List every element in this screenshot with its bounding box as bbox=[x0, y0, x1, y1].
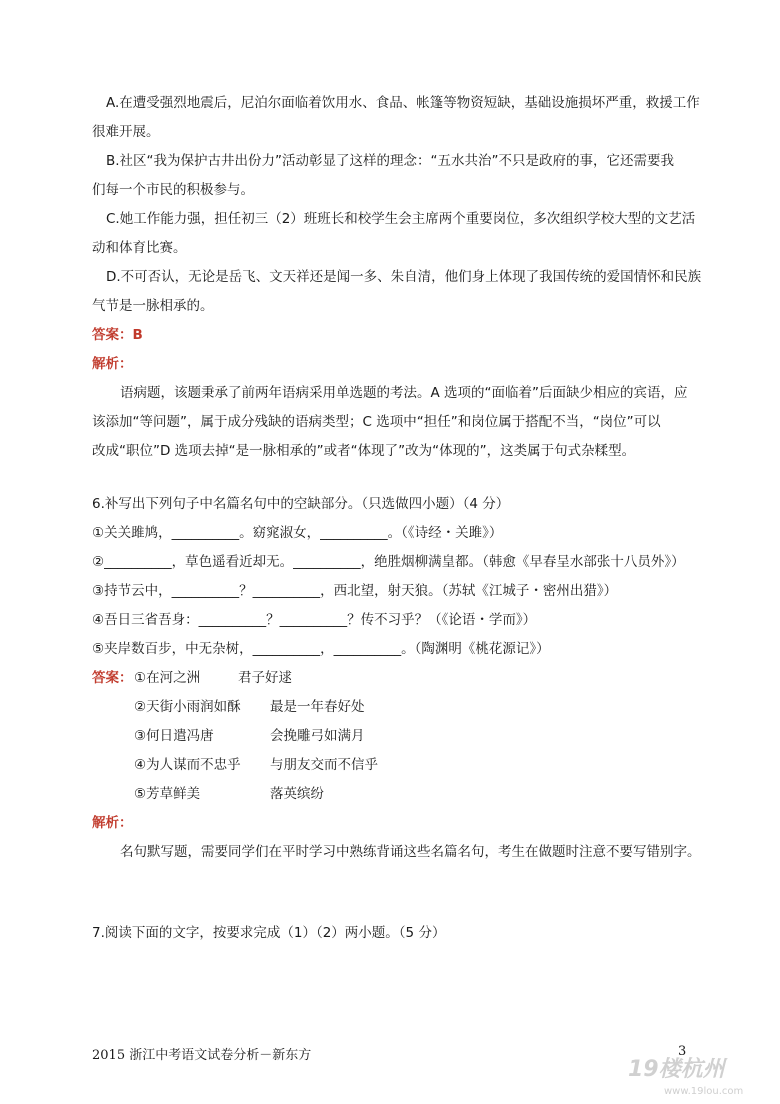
answer-blank-1: ①在河之洲 bbox=[134, 670, 201, 686]
page-number: 3 bbox=[678, 1044, 687, 1059]
q6-answer-row-4 bbox=[134, 755, 378, 775]
q6-answer-row-1 bbox=[134, 668, 292, 688]
q6-answer-row-5 bbox=[134, 784, 324, 804]
option-b-line-1: B.社区“我为保护古井出份力”活动彰显了这样的理念：“五水共治”不只是政府的事，它还需要我 bbox=[106, 153, 675, 169]
footer-title: 2015 浙江中考语文试卷分析－新东方 bbox=[92, 1048, 312, 1063]
answer-blank-1: ④为人谋而不忠乎 bbox=[134, 757, 241, 773]
q6-item-2: ②__________，草色遥看近却无。__________，绝胜烟柳满皇都。（韩愈《早春呈水部张十八员外》） bbox=[92, 554, 685, 570]
answer-blank-1: ②天街小雨润如酥 bbox=[134, 699, 241, 715]
q7-title: 7.阅读下面的文字，按要求完成（1）（2）两小题。（5 分） bbox=[92, 925, 446, 941]
q6-item-4: ④吾日三省吾身：__________？__________？传不习乎？（《论语・学而》） bbox=[92, 612, 537, 628]
q5-analysis-line-1: 语病题，该题秉承了前两年语病采用单选题的考法。A 选项的“面临着”后面缺少相应的宾语，应 bbox=[120, 385, 688, 401]
option-c-line-2: 动和体育比赛。 bbox=[92, 240, 187, 256]
q6-answer-label: 答案： bbox=[92, 670, 133, 686]
q6-title: 6.补写出下列句子中名篇名句中的空缺部分。（只选做四小题）（4 分） bbox=[92, 496, 510, 512]
answer-blank-2: 落英缤纷 bbox=[270, 786, 324, 802]
q6-item-5: ⑤夹岸数百步，中无杂树，__________，__________。（陶渊明《桃花源记》） bbox=[92, 641, 550, 657]
watermark-logo: 19楼杭州 bbox=[628, 1057, 725, 1082]
q5-analysis-line-2: 该添加“等问题”，属于成分残缺的语病类型；C 选项中“担任”和岗位属于搭配不当，“岗位”可以 bbox=[92, 414, 661, 430]
q5-analysis-label: 解析： bbox=[92, 356, 133, 372]
option-a-line-1: A.在遭受强烈地震后，尼泊尔面临着饮用水、食品、帐篷等物资短缺，基础设施损坏严重，救援工作 bbox=[106, 95, 700, 111]
answer-blank-2: 最是一年春好处 bbox=[270, 699, 365, 715]
answer-blank-2: 会挽雕弓如满月 bbox=[270, 728, 365, 744]
answer-blank-2: 君子好逑 bbox=[238, 670, 292, 686]
q6-item-1: ①关关雎鸠，__________。窈窕淑女，__________。（《诗经・关雎》） bbox=[92, 525, 503, 541]
option-d-line-2: 气节是一脉相承的。 bbox=[92, 298, 214, 314]
option-a-line-2: 很难开展。 bbox=[92, 124, 160, 140]
option-b-line-2: 们每一个市民的积极参与。 bbox=[92, 182, 254, 198]
answer-blank-1: ③何日遣冯唐 bbox=[134, 728, 214, 744]
q6-answer-row-3 bbox=[134, 726, 365, 746]
option-c-line-1: C.她工作能力强，担任初三（2）班班长和校学生会主席两个重要岗位，多次组织学校大型的文艺活 bbox=[106, 211, 696, 227]
watermark-url: www.19lou.com bbox=[664, 1086, 744, 1097]
answer-blank-1: ⑤芳草鲜美 bbox=[134, 786, 201, 802]
q5-analysis-line-3: 改成“职位”D 选项去掉“是一脉相承的”或者“体现了”改为“体现的”，这类属于句式杂糅型。 bbox=[92, 443, 636, 459]
q6-item-3: ③持节云中，__________？__________，西北望，射天狼。（苏轼《江城子・密州出猎》） bbox=[92, 583, 618, 599]
q6-analysis-label: 解析： bbox=[92, 815, 133, 831]
answer-blank-2: 与朋友交而不信乎 bbox=[270, 757, 378, 773]
q6-answer-row-2 bbox=[134, 697, 365, 717]
q5-answer: 答案：B bbox=[92, 327, 143, 343]
option-d-line-1: D.不可否认，无论是岳飞、文天祥还是闻一多、朱自清，他们身上体现了我国传统的爱国情怀和民族 bbox=[106, 269, 702, 285]
q6-analysis: 名句默写题，需要同学们在平时学习中熟练背诵这些名篇名句，考生在做题时注意不要写错别字。 bbox=[120, 844, 701, 860]
